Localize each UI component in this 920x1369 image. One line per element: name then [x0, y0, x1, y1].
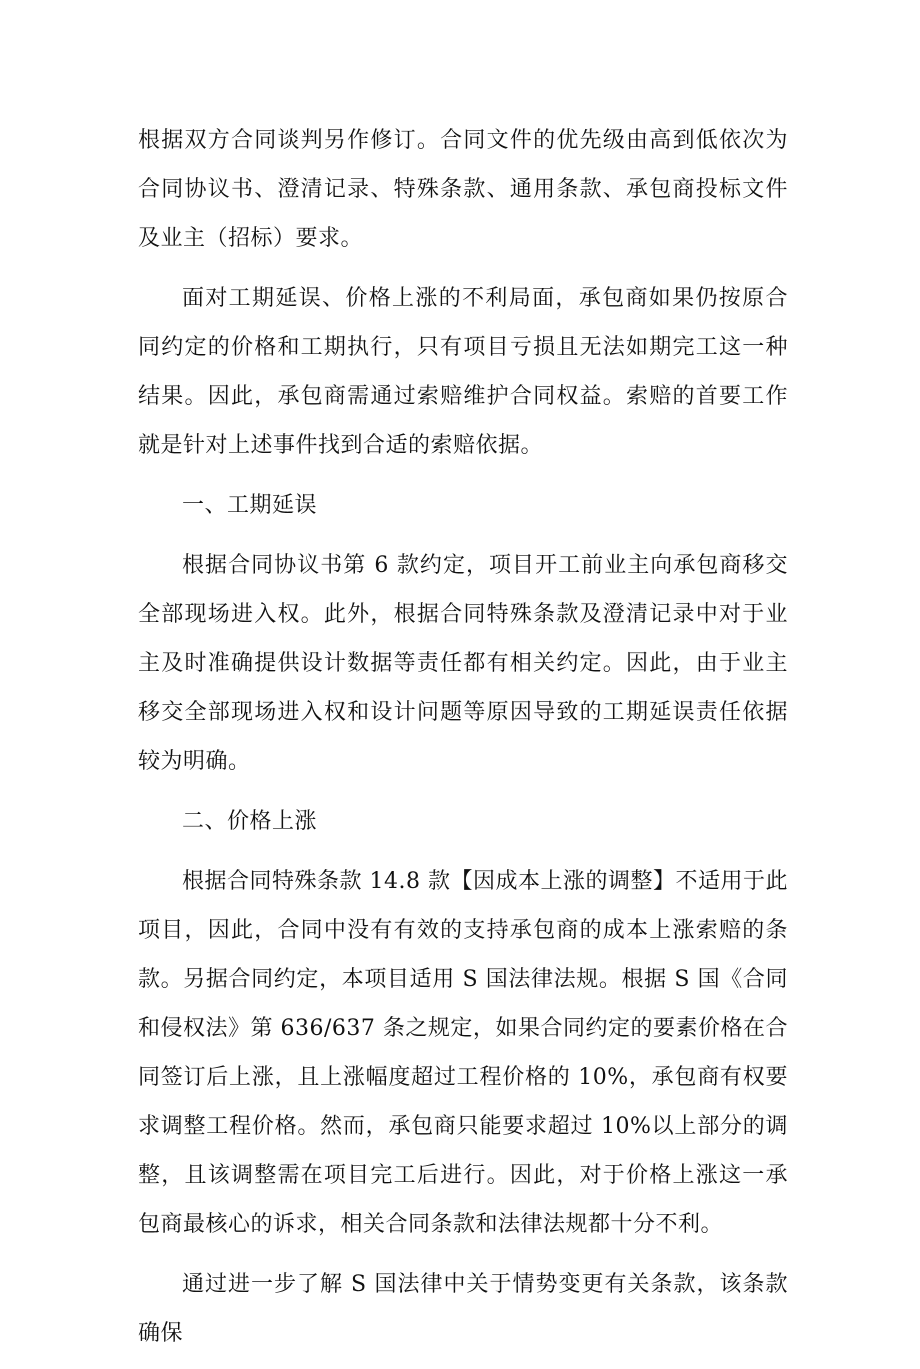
section-heading-delay: 一、工期延误 — [182, 493, 318, 518]
paragraph-delay-basis: 根据合同协议书第 6 款约定，项目开工前业主向承包商移交全部现场进入权。此外，根据合同特殊条款及澄清记录中对于业主及时准确提供设计数据等责任都有相关约定。因此，由于业主移交全部现场进入权和设计问题等原因导致的工期延误责任依据较为明确。 — [138, 553, 788, 774]
document-body — [138, 116, 788, 1369]
section-heading-price-increase: 二、价格上涨 — [182, 809, 318, 834]
paragraph-contract-priority: 根据双方合同谈判另作修订。合同文件的优先级由高到低依次为合同协议书、澄清记录、特殊条款、通用条款、承包商投标文件及业主（招标）要求。 — [138, 128, 788, 251]
paragraph-change-of-circumstances: 通过进一步了解 S 国法律中关于情势变更有关条款，该条款确保 — [138, 1272, 788, 1346]
paragraph-price-increase-basis: 根据合同特殊条款 14.8 款【因成本上涨的调整】不适用于此项目，因此，合同中没有有效的支持承包商的成本上涨索赔的条款。另据合同约定，本项目适用 S 国法律法规。根据 S 国《合同和侵权法》第 636/637 条之规定，如果合同约定的要素价格在合同签订后上涨，且上涨幅度超过工程价格的 10%，承包商有权要求调整工程价格。然而，承包商只能要求超过 10%以上部分的调整，且该调整需在项目完工后进行。因此，对于价格上涨这一承包商最核心的诉求，相关合同条款和法律法规都十分不利。 — [138, 869, 788, 1237]
paragraph-adverse-situation: 面对工期延误、价格上涨的不利局面，承包商如果仍按原合同约定的价格和工期执行，只有项目亏损且无法如期完工这一种结果。因此，承包商需通过索赔维护合同权益。索赔的首要工作就是针对上述事件找到合适的索赔依据。 — [138, 286, 788, 458]
